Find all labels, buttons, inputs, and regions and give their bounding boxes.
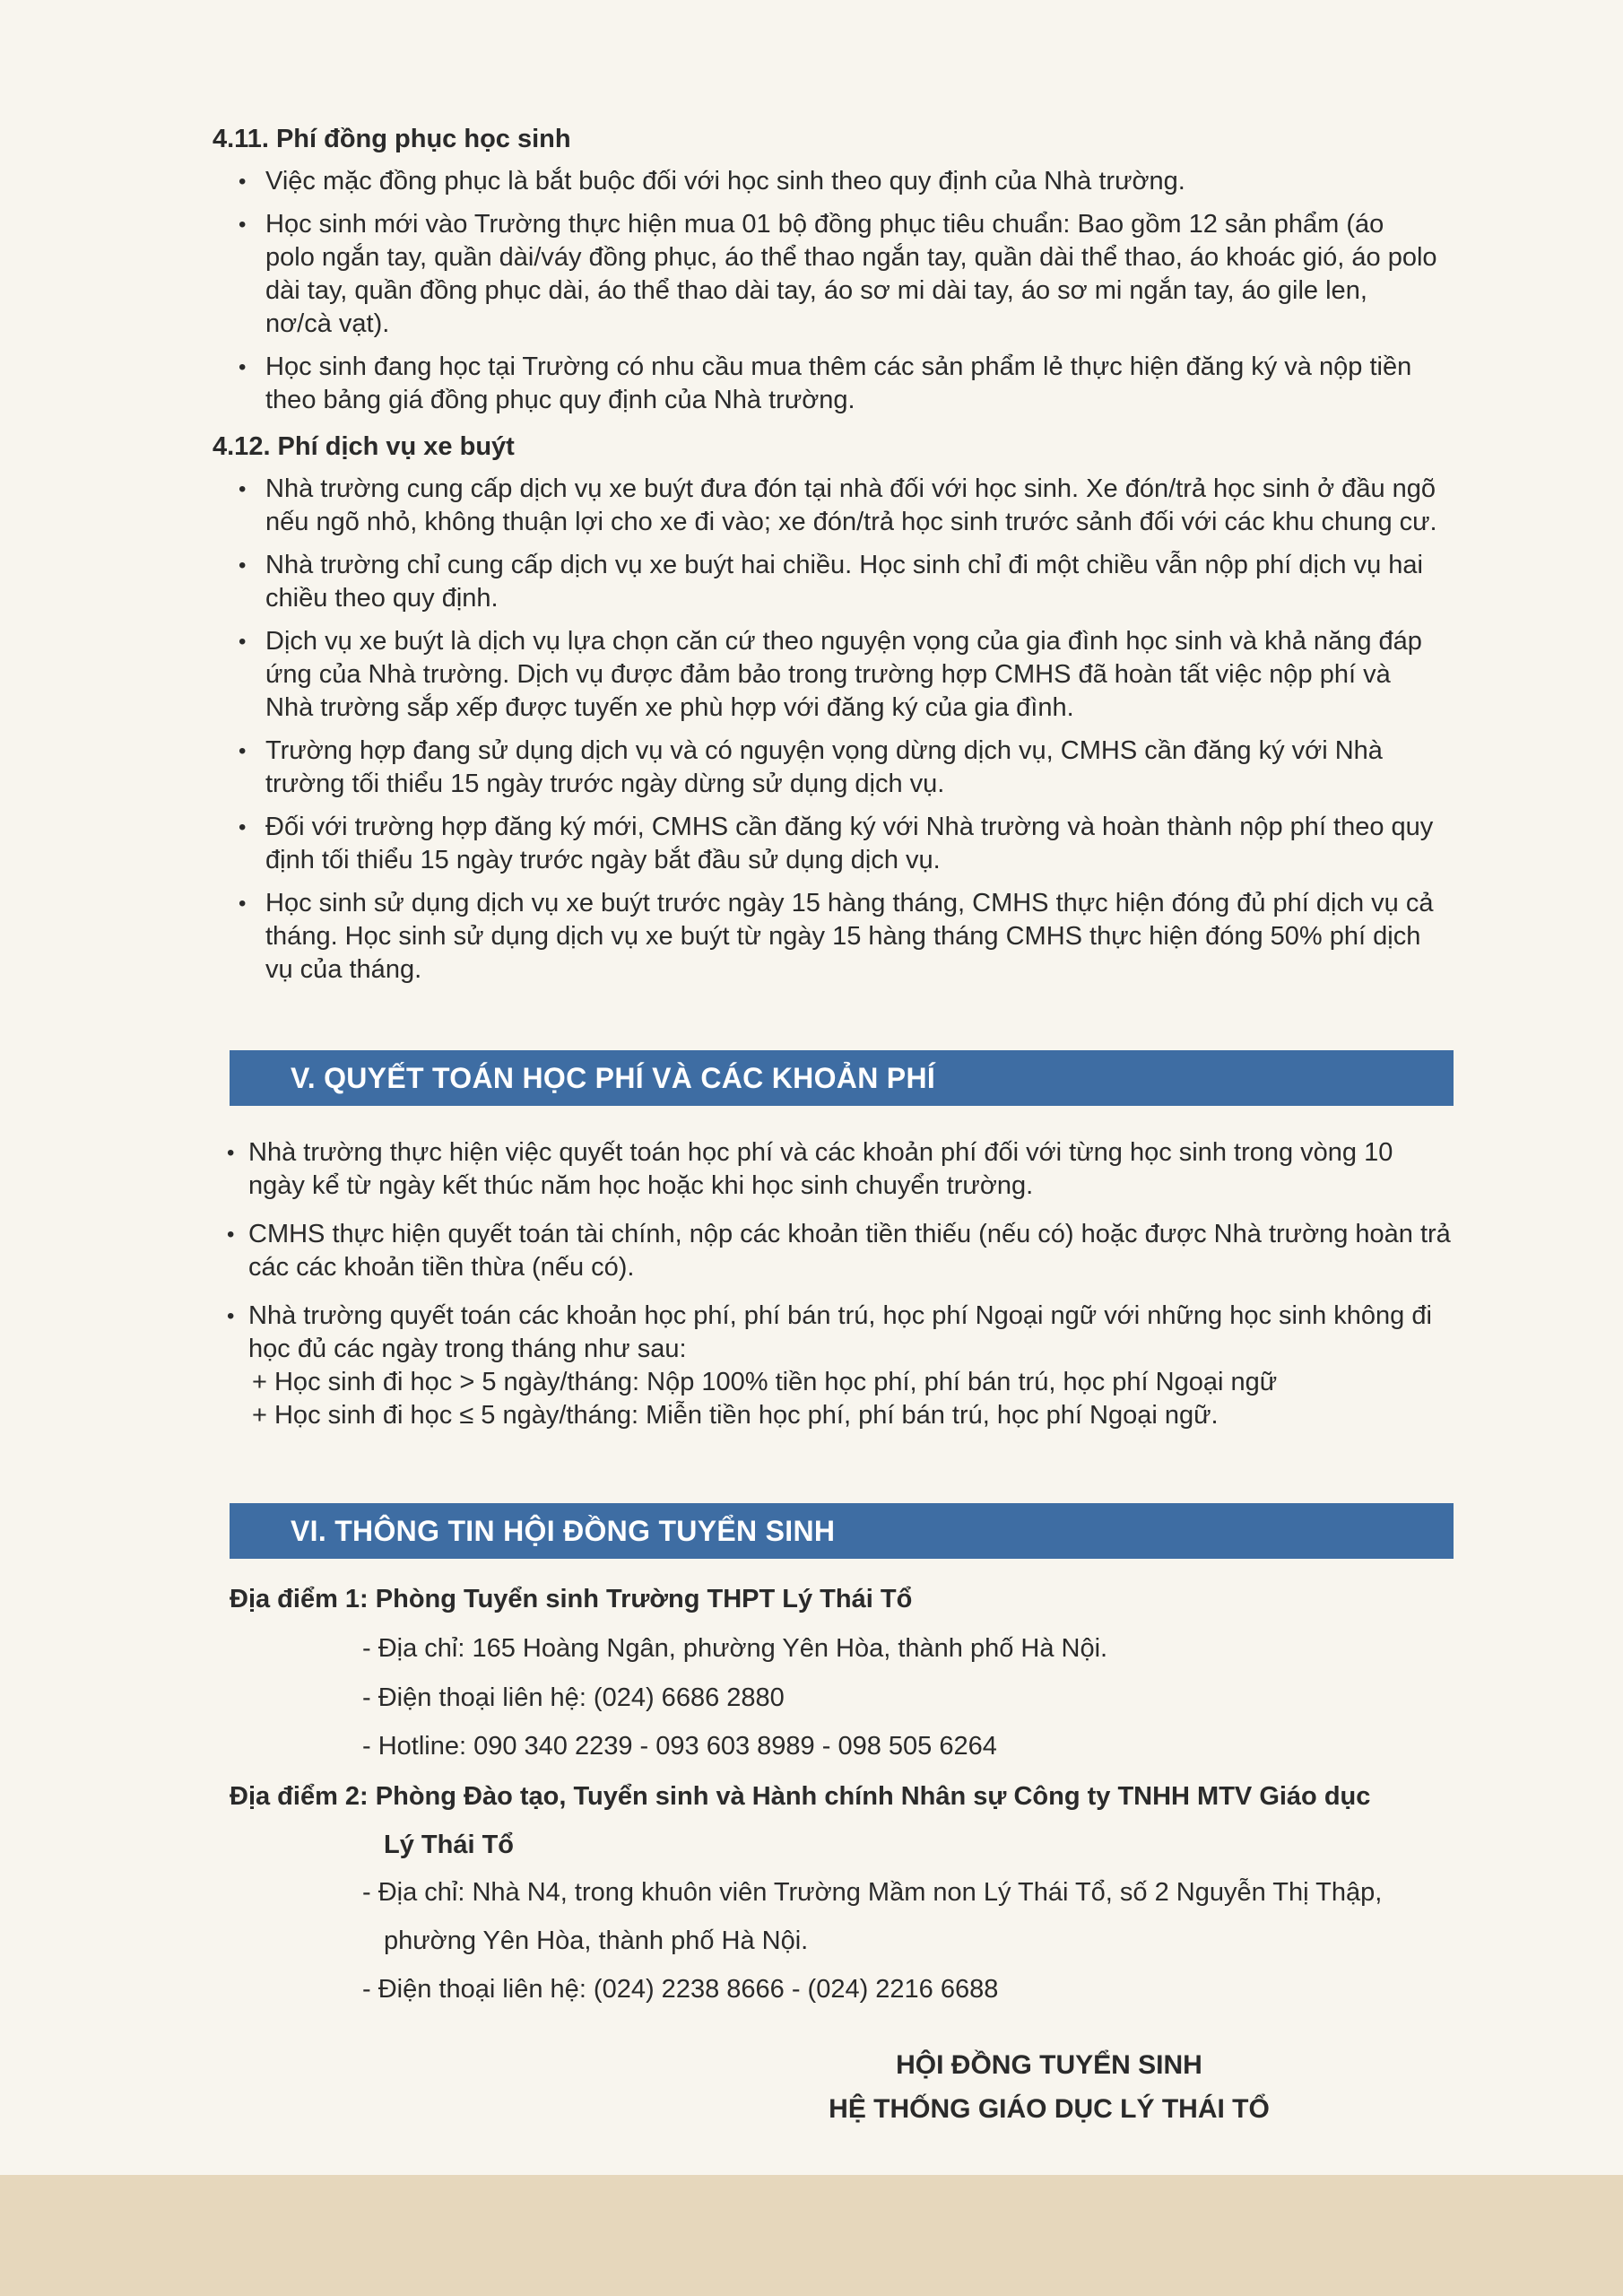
sub-item: + Học sinh đi học > 5 ngày/tháng: Nộp 100% tiền học phí, phí bán trú, học phí Ngoại ngữ [252, 1368, 1278, 1396]
list-section-v [227, 1136, 1455, 1448]
location-2-title-line2: Lý Thái Tổ [384, 1831, 514, 1859]
location-1-hotline: - Hotline: 090 340 2239 - 093 603 8989 - 098 505 6264 [362, 1732, 997, 1761]
section-v-title: V. QUYẾT TOÁN HỌC PHÍ VÀ CÁC KHOẢN PHÍ [291, 1062, 936, 1094]
signature-block [771, 2043, 1327, 2131]
list-4-12 [237, 473, 1438, 996]
list-item: • Trường hợp đang sử dụng dịch vụ và có nguyện vọng dừng dịch vụ, CMHS cần đăng ký với Nhà trường tối thiểu 15 ngày trước ngày dừng sử dụng dịch vụ. [237, 735, 1438, 801]
location-2-address-line2: phường Yên Hòa, thành phố Hà Nội. [384, 1926, 809, 1955]
signature-line-2: HỆ THỐNG GIÁO DỤC LÝ THÁI TỔ [829, 2094, 1270, 2124]
sub-item: + Học sinh đi học ≤ 5 ngày/tháng: Miễn tiền học phí, phí bán trú, học phí Ngoại ngữ. [252, 1401, 1219, 1430]
list-item [227, 1300, 1455, 1432]
location-2-phone: - Điện thoại liên hệ: (024) 2238 8666 - (024) 2216 6688 [362, 1975, 999, 2004]
list-item: • Việc mặc đồng phục là bắt buộc đối với học sinh theo quy định của Nhà trường. [237, 165, 1438, 198]
heading-4-12: 4.12. Phí dịch vụ xe buýt [213, 432, 515, 461]
list-item: • CMHS thực hiện quyết toán tài chính, nộp các khoản tiền thiếu (nếu có) hoặc được Nhà trường hoàn trả các các khoản tiền thừa (nếu có). [227, 1218, 1455, 1284]
signature-line-1: HỘI ĐỒNG TUYỂN SINH [896, 2050, 1202, 2080]
heading-4-11: 4.11. Phí đồng phục học sinh [213, 125, 571, 153]
list-4-11 [237, 165, 1438, 427]
location-1-address: - Địa chỉ: 165 Hoàng Ngân, phường Yên Hòa, thành phố Hà Nội. [362, 1634, 1108, 1663]
footer-band [0, 2175, 1623, 2296]
location-2-title-line1: Địa điểm 2: Phòng Đào tạo, Tuyển sinh và Hành chính Nhân sự Công ty TNHH MTV Giáo dục [230, 1782, 1371, 1811]
section-vi-title: VI. THÔNG TIN HỘI ĐỒNG TUYỂN SINH [291, 1515, 836, 1547]
section-vi-header [230, 1503, 1454, 1559]
list-item: • Học sinh mới vào Trường thực hiện mua 01 bộ đồng phục tiêu chuẩn: Bao gồm 12 sản phẩm (áo polo ngắn tay, quần dài/váy đồng phục, áo thể thao ngắn tay, quần dài thể thao, áo khoác gió, áo polo dài tay, quần đồng phục dài, áo thể thao dài tay, áo sơ mi dài tay, áo sơ mi ngắn tay, áo gile len, nơ/cà vạt). [237, 208, 1438, 341]
location-2-address-line1: - Địa chỉ: Nhà N4, trong khuôn viên Trường Mầm non Lý Thái Tổ, số 2 Nguyễn Thị Thập, [362, 1878, 1383, 1907]
list-item: • Dịch vụ xe buýt là dịch vụ lựa chọn căn cứ theo nguyện vọng của gia đình học sinh và khả năng đáp ứng của Nhà trường. Dịch vụ được đảm bảo trong trường hợp CMHS đã hoàn tất việc nộp phí và Nhà trường sắp xếp được tuyến xe phù hợp với đăng ký của gia đình. [237, 625, 1438, 725]
list-item: • Học sinh đang học tại Trường có nhu cầu mua thêm các sản phẩm lẻ thực hiện đăng ký và nộp tiền theo bảng giá đồng phục quy định của Nhà trường. [237, 351, 1438, 417]
list-item: • Đối với trường hợp đăng ký mới, CMHS cần đăng ký với Nhà trường và hoàn thành nộp phí theo quy định tối thiểu 15 ngày trước ngày bắt đầu sử dụng dịch vụ. [237, 811, 1438, 877]
list-item-text: Nhà trường quyết toán các khoản học phí, phí bán trú, học phí Ngoại ngữ với những học sinh không đi học đủ các ngày trong tháng như sau: [248, 1301, 1432, 1363]
location-1-phone: - Điện thoại liên hệ: (024) 6686 2880 [362, 1683, 785, 1712]
list-item: • Nhà trường cung cấp dịch vụ xe buýt đưa đón tại nhà đối với học sinh. Xe đón/trả học sinh ở đầu ngõ nếu ngõ nhỏ, không thuận lợi cho xe đi vào; xe đón/trả học sinh trước sảnh đối với các khu chung cư. [237, 473, 1438, 539]
list-item: • Nhà trường chỉ cung cấp dịch vụ xe buýt hai chiều. Học sinh chỉ đi một chiều vẫn nộp phí dịch vụ hai chiều theo quy định. [237, 549, 1438, 615]
list-item: • Nhà trường thực hiện việc quyết toán học phí và các khoản phí đối với từng học sinh trong vòng 10 ngày kể từ ngày kết thúc năm học hoặc khi học sinh chuyển trường. [227, 1136, 1455, 1203]
location-2-address [362, 1868, 1465, 1965]
location-1-title: Địa điểm 1: Phòng Tuyển sinh Trường THPT Lý Thái Tổ [230, 1585, 913, 1613]
location-2-title [230, 1772, 1458, 1869]
list-item: • Học sinh sử dụng dịch vụ xe buýt trước ngày 15 hàng tháng, CMHS thực hiện đóng đủ phí dịch vụ cả tháng. Học sinh sử dụng dịch vụ xe buýt từ ngày 15 hàng tháng CMHS thực hiện đóng 50% phí dịch vụ của tháng. [237, 887, 1438, 987]
section-v-header [230, 1050, 1454, 1106]
